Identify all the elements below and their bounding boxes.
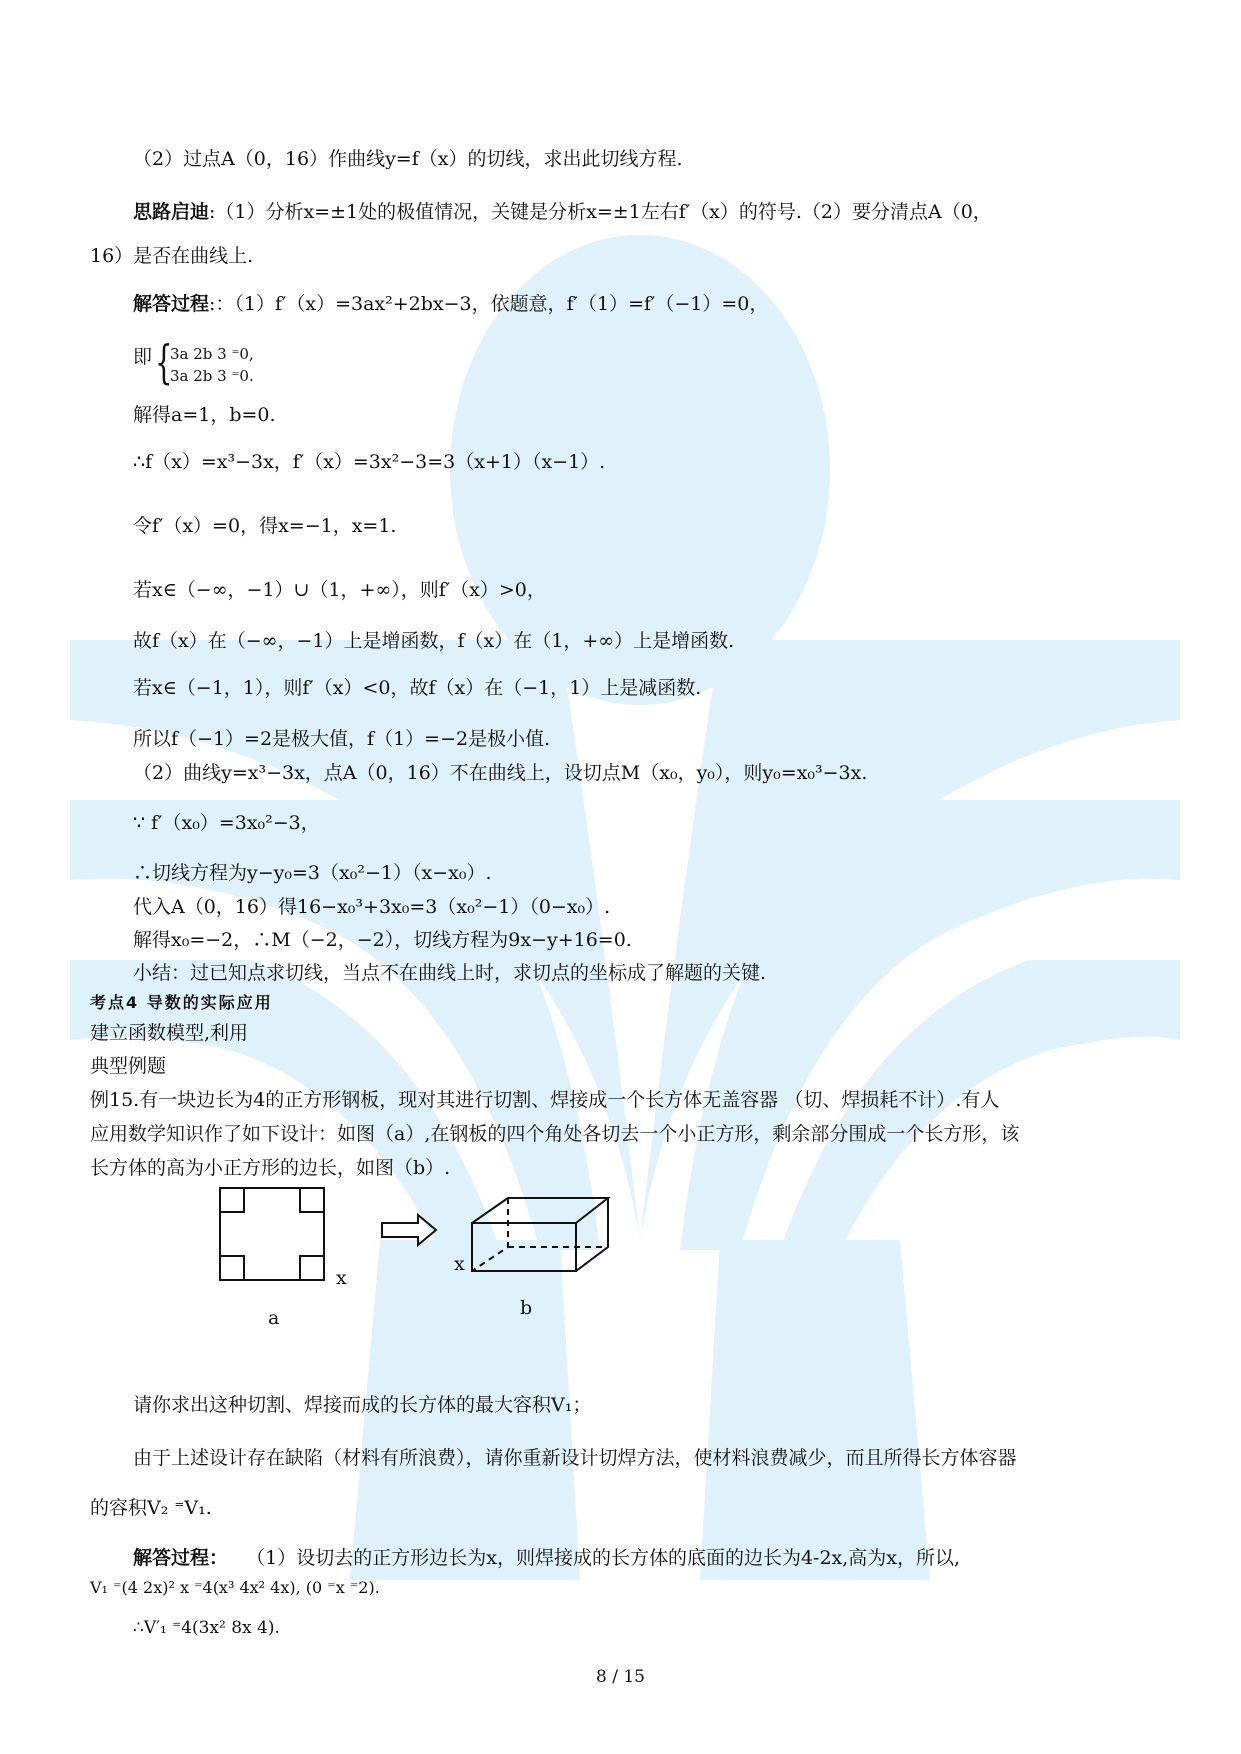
text-line: 令f′（x）=0，得x=−1，x=1. — [133, 515, 397, 537]
equation-row: 3a 2b 3 ⁼0. — [170, 367, 254, 385]
text-line: 建立函数模型,利用 — [90, 1022, 249, 1044]
text-line: （2）曲线y=x³−3x，点A（0，16）不在曲线上，设切点M（x₀，y₀），则y₀=x₀³−3x. — [133, 762, 868, 784]
question-line: 的容积V₂ ⁼V₁. — [90, 1497, 212, 1519]
hint-label: 思路启迪 — [133, 201, 210, 223]
figure-a-label: a — [268, 1307, 280, 1329]
text-line: 若x∈（−1，1），则f′（x）<0，故f（x）在（−1，1）上是减函数. — [133, 677, 702, 699]
figure-a-x-label: x — [336, 1267, 347, 1289]
figure-b-x-label: x — [454, 1253, 465, 1275]
text-line: （2）过点A（0，16）作曲线y=f（x）的切线，求出此切线方程. — [133, 148, 683, 170]
text-line: 解得a=1，b=0. — [133, 404, 276, 426]
text-line: 所以f（−1）=2是极大值，f（1）=−2是极小值. — [133, 728, 551, 750]
example-line: 应用数学知识作了如下设计：如图（a）,在钢板的四个角处各切去一个小正方形，剩余部分围成一个长方形，该 — [90, 1123, 1020, 1145]
equation-system-prefix: 即 — [133, 346, 153, 368]
text-line: ∴f（x）=x³−3x，f′（x）=3x²−3=3（x+1）（x−1）. — [133, 451, 606, 473]
hint-text: :（1）分析x=±1处的极值情况，关键是分析x=±1左右f′（x）的符号.（2）要分清点A（0， — [209, 201, 992, 223]
solution-line — [133, 1545, 960, 1571]
page-number: 8 / 15 — [596, 1667, 645, 1687]
text-line: 故f（x）在（−∞，−1）上是增函数，f（x）在（1，+∞）上是增函数. — [133, 630, 735, 652]
text-line: ∵ f′（x₀）=3x₀²−3， — [133, 812, 320, 834]
solution-text: （1）设切去的正方形边长为x，则焊接成的长方体的底面的边长为4-2x,高为x，所以, — [246, 1547, 961, 1569]
question-line: 请你求出这种切割、焊接而成的长方体的最大容积V₁； — [133, 1394, 592, 1416]
brace-symbol: { — [155, 335, 173, 389]
text-line: ∴切线方程为y−y₀=3（x₀²−1）（x−x₀）. — [133, 862, 492, 884]
section-heading: 考点4 导数的实际应用 — [90, 993, 273, 1012]
example-line: 例15.有一块边长为4的正方形钢板，现对其进行切割、焊接成一个长方体无盖容器 （切、焊损耗不计）.有人 — [90, 1089, 1000, 1111]
text-line: 解得x₀=−2，∴M（−2，−2），切线方程为9x−y+16=0. — [133, 929, 632, 951]
figure-ab — [200, 1185, 660, 1335]
figure-b-label: b — [520, 1297, 533, 1319]
solution-label: 解答过程： — [133, 1547, 229, 1569]
question-line: 由于上述设计存在缺陷（材料有所浪费），请你重新设计切焊方法，使材料浪费减少，而且所得长方体容器 — [133, 1447, 1017, 1469]
equation-row: 3a 2b 3 ⁼0, — [170, 345, 254, 363]
summary-line: 小结：过已知点求切线，当点不在曲线上时，求切点的坐标成了解题的关键. — [133, 962, 767, 984]
text-line: 16）是否在曲线上. — [90, 245, 254, 267]
equation-line: ∴V′₁ ⁼4(3x² 8x 4). — [133, 1618, 280, 1638]
text-line: 代入A（0，16）得16−x₀³+3x₀=3（x₀²−1）（0−x₀）. — [133, 896, 611, 918]
solution-text: :：（1）f′（x）=3ax²+2bx−3，依题意，f′（1）=f′（−1）=0， — [209, 293, 769, 315]
text-line: 典型例题 — [90, 1055, 167, 1077]
equation-line: V₁ ⁼(4 2x)² x ⁼4(x³ 4x² 4x), (0 ⁼x ⁼2). — [90, 1578, 380, 1597]
text-line: 若x∈（−∞，−1）∪（1，+∞），则f′（x）>0， — [133, 579, 546, 601]
solution-label: 解答过程 — [133, 293, 210, 315]
example-line: 长方体的高为小正方形的边长，如图（b）. — [90, 1157, 451, 1179]
solution-line — [133, 291, 768, 317]
hint-line — [133, 199, 992, 225]
